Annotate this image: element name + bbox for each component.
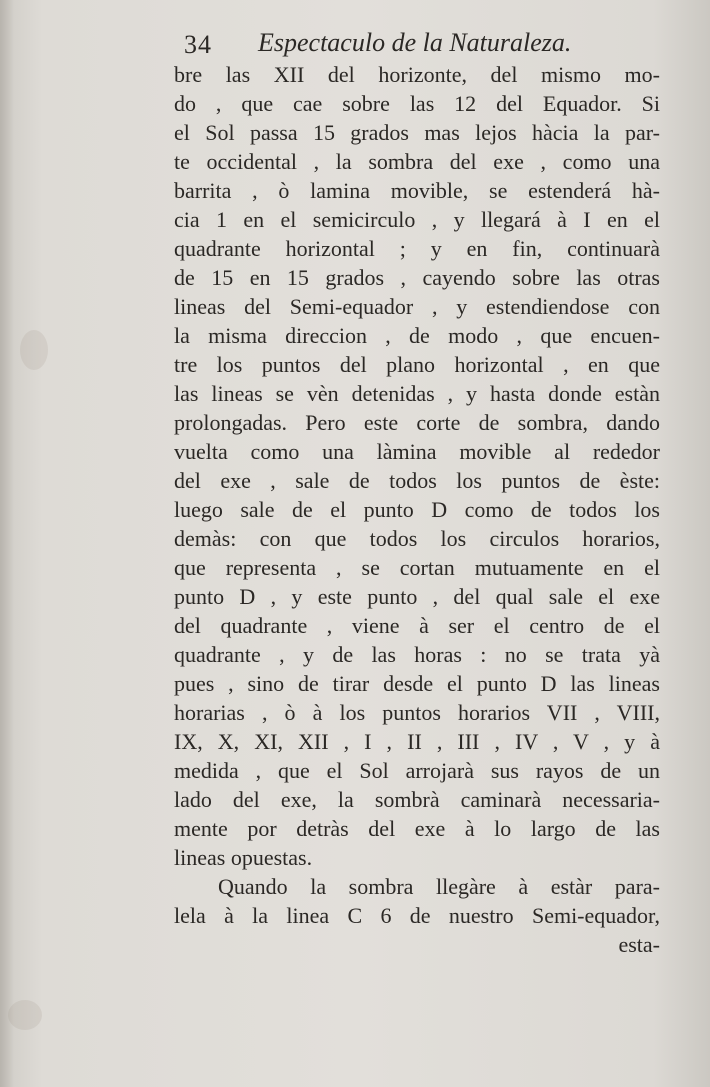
text-line: tre los puntos del plano horizontal , en que: [174, 352, 660, 377]
text-line: el Sol passa 15 grados mas lejos hàcia la par-: [174, 120, 660, 145]
text-line: prolongadas. Pero este corte de sombra, dando: [174, 410, 660, 435]
text-line: horarias , ò à los puntos horarios VII , VIII,: [174, 700, 660, 725]
text-line: IX, X, XI, XII , I , II , III , IV , V , y à: [174, 729, 660, 754]
text-line: medida , que el Sol arrojarà sus rayos de un: [174, 758, 660, 783]
text-line: quadrante horizontal ; y en fin, continuarà: [174, 236, 660, 261]
text-line: de 15 en 15 grados , cayendo sobre las otras: [174, 265, 660, 290]
text-line: la misma direccion , de modo , que encuen-: [174, 323, 660, 348]
text-line: te occidental , la sombra del exe , como una: [174, 149, 660, 174]
text-line: lela à la linea C 6 de nuestro Semi-equador,: [174, 903, 660, 928]
page-gutter-shadow: [0, 0, 14, 1087]
paper-stain: [8, 1000, 42, 1030]
text-line: lineas del Semi-equador , y estendiendose con: [174, 294, 660, 319]
text-line: cia 1 en el semicirculo , y llegará à I en el: [174, 207, 660, 232]
running-title: Espectaculo de la Naturaleza.: [258, 28, 572, 57]
text-line: punto D , y este punto , del qual sale el exe: [174, 584, 660, 609]
text-line: pues , sino de tirar desde el punto D las lineas: [174, 671, 660, 696]
body-text: [174, 60, 660, 959]
running-head: [184, 28, 594, 64]
text-line-paragraph-start: Quando la sombra llegàre à estàr para-: [218, 874, 660, 899]
text-line: lado del exe, la sombrà caminarà necessaria-: [174, 787, 660, 812]
paper-stain: [20, 330, 48, 370]
text-line: del exe , sale de todos los puntos de èste:: [174, 468, 660, 493]
text-line: barrita , ò lamina movible, se estenderá hà-: [174, 178, 660, 203]
text-line: del quadrante , viene à ser el centro de el: [174, 613, 660, 638]
catchword-line: [174, 930, 660, 959]
page-number: 34: [184, 30, 212, 59]
text-line-paragraph-end: lineas opuestas.: [174, 845, 313, 870]
text-line: demàs: con que todos los circulos horarios,: [174, 526, 660, 551]
text-line: bre las XII del horizonte, del mismo mo-: [174, 62, 660, 87]
catchword: esta-: [618, 932, 660, 957]
text-line: que representa , se cortan mutuamente en el: [174, 555, 660, 580]
text-line: do , que cae sobre las 12 del Equador. Si: [174, 91, 660, 116]
text-line: quadrante , y de las horas : no se trata yà: [174, 642, 660, 667]
text-line: mente por detràs del exe à lo largo de las: [174, 816, 660, 841]
text-line: luego sale de el punto D como de todos los: [174, 497, 660, 522]
text-line: vuelta como una làmina movible al rededor: [174, 439, 660, 464]
text-line: las lineas se vèn detenidas , y hasta donde estàn: [174, 381, 660, 406]
